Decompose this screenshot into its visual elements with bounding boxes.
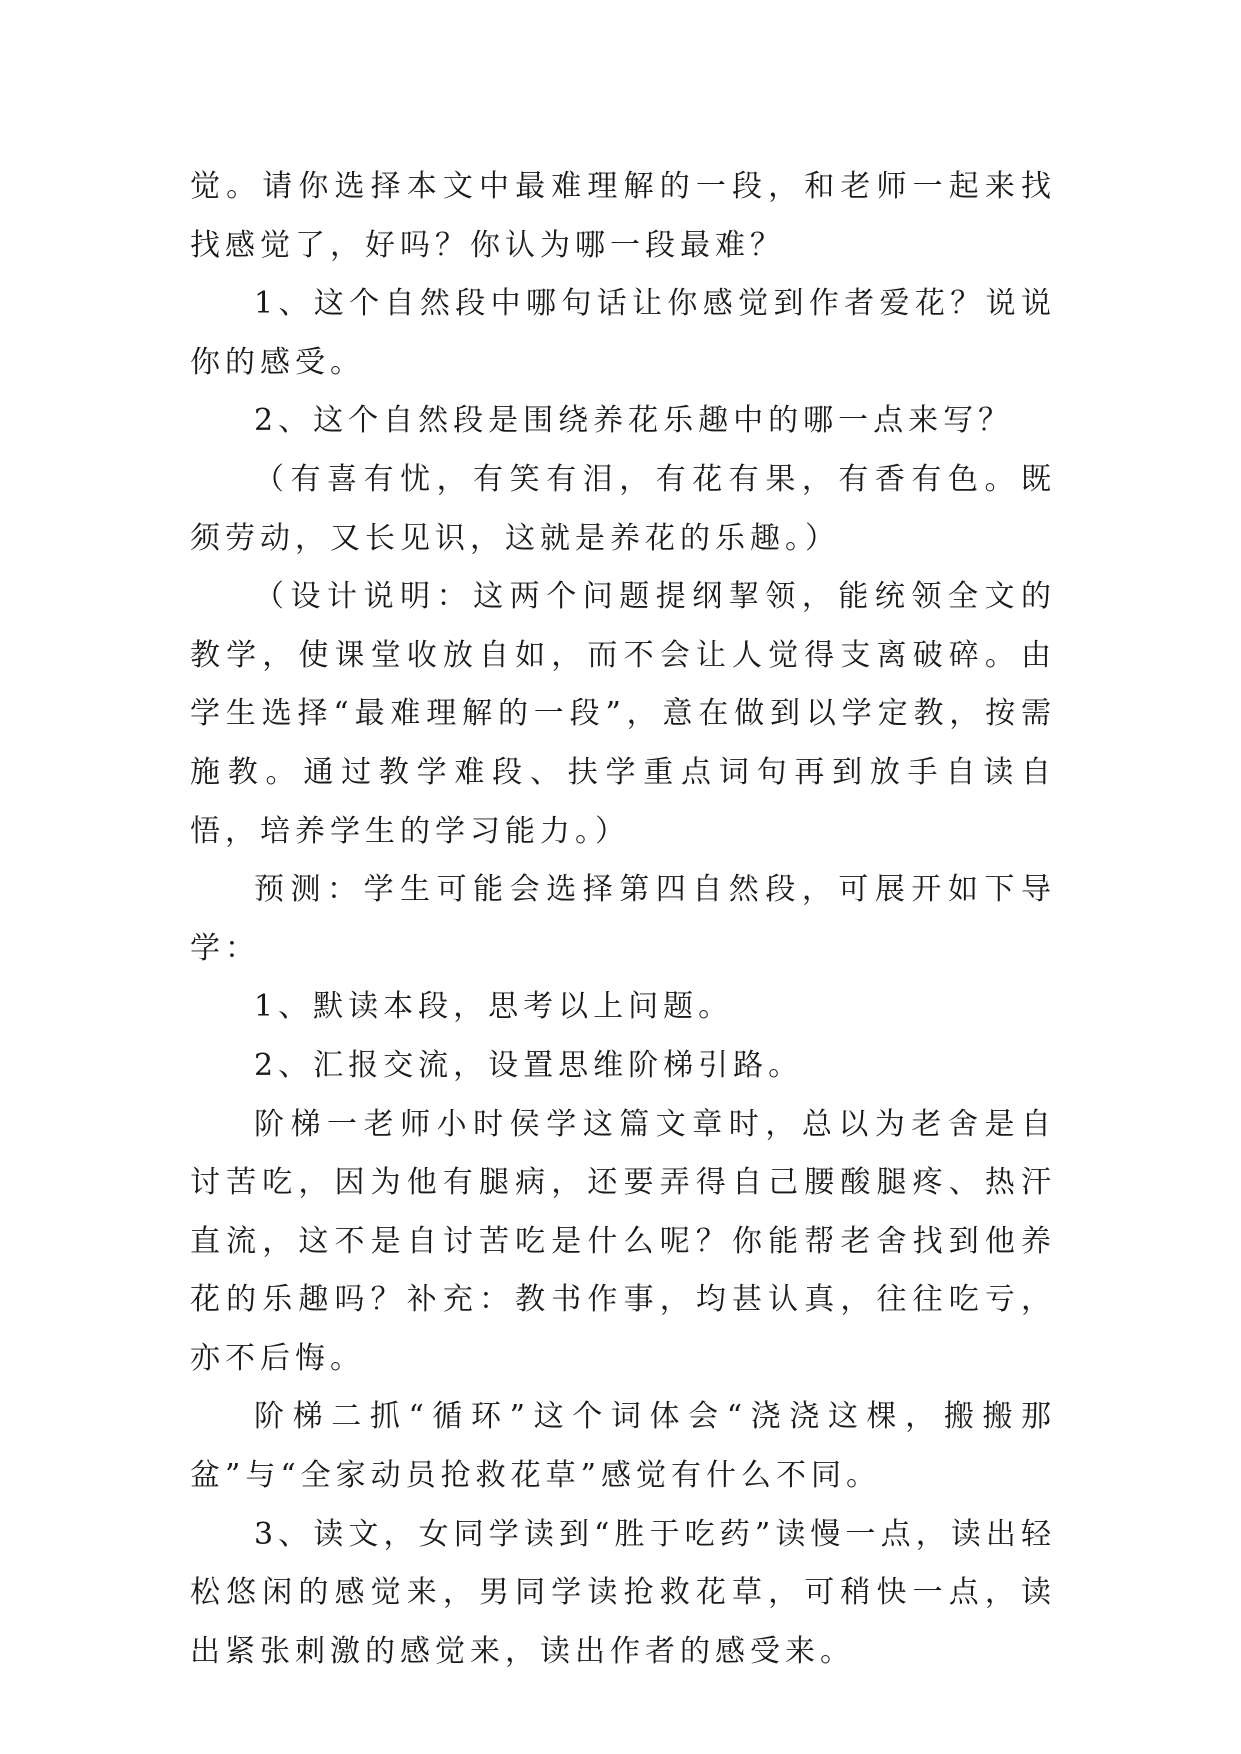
paragraph-step-3: 3、读文，女同学读到“胜于吃药”读慢一点，读出轻松悠闲的感觉来，男同学读抢救花草，可稍快一点，读出紧张刺激的感觉来，读出作者的感受来。 <box>190 1516 1056 1669</box>
paragraph-question-2: 2、这个自然段是围绕养花乐趣中的哪一点来写？ <box>254 403 1014 439</box>
paragraph-prediction: 预测：学生可能会选择第四自然段，可展开如下导学： <box>190 872 1056 966</box>
paragraph-ladder-2: 阶梯二抓“循环”这个词体会“浇浇这棵，搬搬那盆”与“全家动员抢救花草”感觉有什么不同。 <box>190 1399 1056 1494</box>
paragraph-ladder-1: 阶梯一老师小时侯学这篇文章时，总以为老舍是自讨苦吃，因为他有腿病，还要弄得自己腰酸腿疼、热汗直流，这不是自讨苦吃是什么呢？你能帮老舍找到他养花的乐趣吗？补充：教书作事，均甚认真，往往吃亏，亦不后悔。 <box>190 1106 1056 1376</box>
paragraph-continuation: 觉。请你选择本文中最难理解的一段，和老师一起来找找感觉了，好吗？你认为哪一段最难？ <box>190 169 1056 263</box>
document-body <box>190 158 1056 1681</box>
paragraph-design-note: （设计说明：这两个问题提纲挈领，能统领全文的教学，使课堂收放自如，而不会让人觉得支离破碎。由学生选择“最难理解的一段”，意在做到以学定教，按需施教。通过教学难段、扶学重点词句再到放手自读自悟，培养学生的学习能力。） <box>190 579 1056 849</box>
paragraph-step-2: 2、汇报交流，设置思维阶梯引路。 <box>254 1047 804 1083</box>
paragraph-question-1: 1、这个自然段中哪句话让你感觉到作者爱花？说说你的感受。 <box>190 286 1056 380</box>
paragraph-answer: （有喜有忧，有笑有泪，有花有果，有香有色。既须劳动，又长见识，这就是养花的乐趣。） <box>190 461 1056 556</box>
paragraph-step-1: 1、默读本段，思考以上问题。 <box>254 989 734 1025</box>
